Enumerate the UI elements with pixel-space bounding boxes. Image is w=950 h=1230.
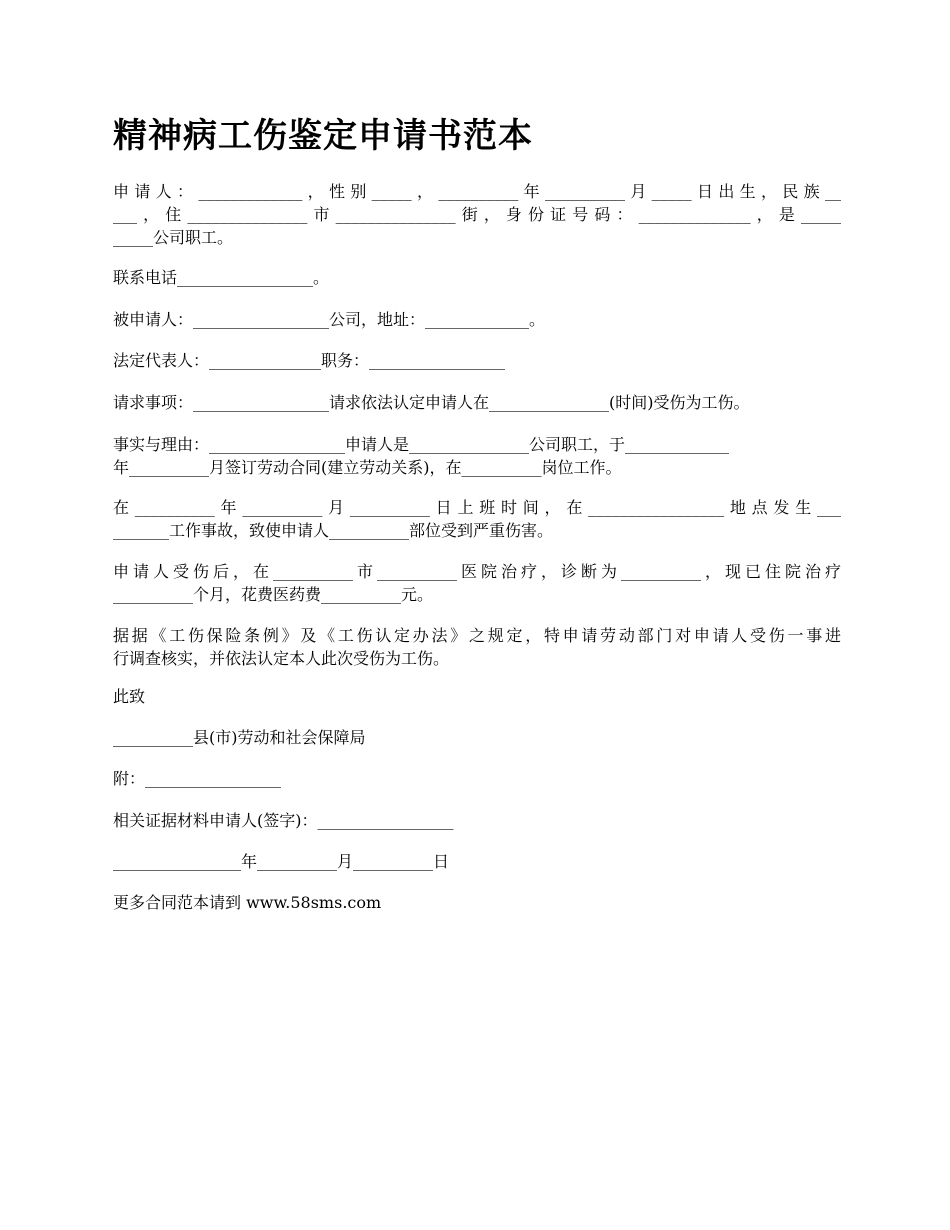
date-line: ________________年__________月__________日 bbox=[113, 852, 450, 871]
basis-line-2: 行调查核实，并依法认定本人此次受伤为工伤。 bbox=[113, 649, 450, 668]
applicant-line-1: 申请人：_____________，性别_____，__________年__________月_____日出生，民族__ bbox=[113, 182, 841, 201]
request-paragraph: 请求事项：_________________请求依法认定申请人在_______________(时间)受伤为工伤。 bbox=[113, 393, 750, 412]
applicant-paragraph bbox=[113, 180, 841, 249]
recipient: __________县(市)劳动和社会保障局 bbox=[113, 728, 366, 747]
salutation: 此致 bbox=[113, 687, 146, 706]
footer-link-text: 更多合同范本请到 www.58sms.com bbox=[113, 893, 382, 912]
treatment-line-1: 申请人受伤后，在__________市__________医院治疗，诊断为__________，现已住院治疗 bbox=[113, 562, 841, 581]
facts-line-1: 事实与理由：_________________申请人是_______________公司职工，于_____________ bbox=[113, 435, 730, 454]
applicant-line-2: ___，住_______________市_______________街，身份证号码：______________，是_____ bbox=[113, 205, 841, 224]
phone-paragraph: 联系电话_________________。 bbox=[113, 268, 330, 287]
accident-line-2: _______工作事故，致使申请人__________部位受到严重伤害。 bbox=[113, 521, 554, 540]
legal-representative-paragraph: 法定代表人：______________职务：_________________ bbox=[113, 351, 506, 370]
treatment-paragraph bbox=[113, 560, 841, 606]
signature-line: 相关证据材料申请人(签字)：_________________ bbox=[113, 811, 454, 830]
basis-line-1: 据据《工伤保险条例》及《工伤认定办法》之规定，特申请劳动部门对申请人受伤一事进 bbox=[113, 626, 841, 645]
facts-paragraph bbox=[113, 433, 841, 479]
document-title: 精神病工伤鉴定申请书范本 bbox=[113, 116, 533, 156]
facts-line-2: 年__________月签订劳动合同(建立劳动关系)，在__________岗位工作。 bbox=[113, 458, 622, 477]
accident-line-1: 在__________年__________月__________日上班时间，在_________________地点发生___ bbox=[113, 498, 841, 517]
accident-paragraph bbox=[113, 496, 841, 542]
respondent-paragraph: 被申请人：_________________公司，地址：_____________。 bbox=[113, 310, 546, 329]
basis-paragraph bbox=[113, 624, 841, 670]
applicant-line-3: _____公司职工。 bbox=[113, 228, 234, 247]
treatment-line-2: __________个月，花费医药费__________元。 bbox=[113, 585, 434, 604]
attachment-line: 附：_________________ bbox=[113, 769, 282, 788]
